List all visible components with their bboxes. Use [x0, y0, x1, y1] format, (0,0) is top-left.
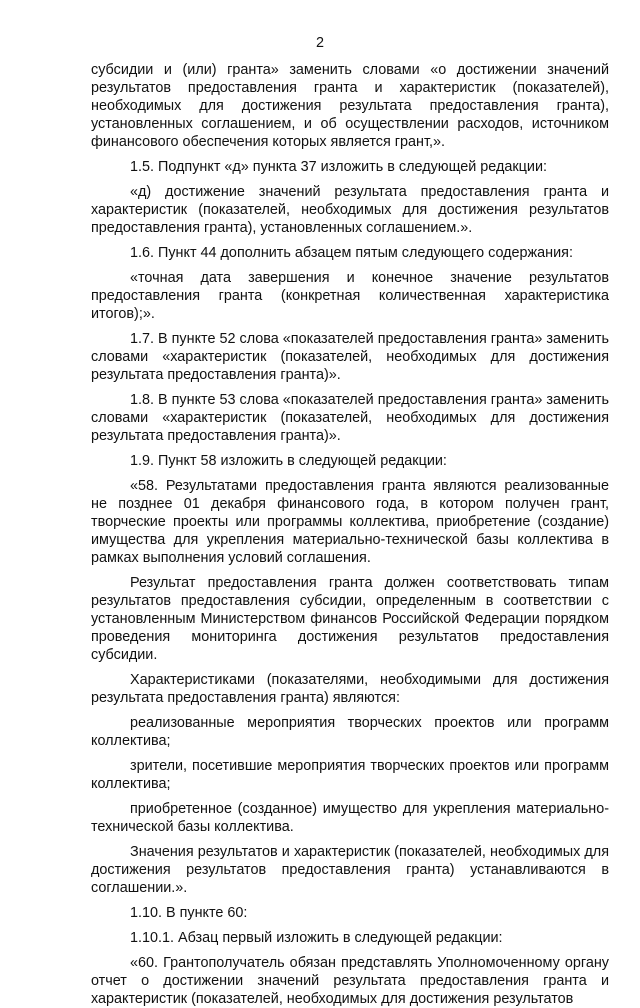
paragraph-subpoint-d: «д) достижение значений результата предоставления гранта и характеристик (показателей, необходимых для достижения результатов предоставления гранта), установленных соглашением.». — [91, 184, 609, 236]
paragraph-characteristics: Характеристиками (показателями, необходимыми для достижения результата предоставления гранта) являются: — [91, 672, 609, 706]
paragraph-1-10: 1.10. В пункте 60: — [130, 905, 248, 921]
paragraph-result-types: Результат предоставления гранта должен соответствовать типам результатов предоставления субсидии, определенным в соответствии с установленным Министерством финансов Российской Федерации порядком проведения мониторинга достижения результатов предоставления субсидии. — [91, 575, 609, 663]
paragraph-1-9: 1.9. Пункт 58 изложить в следующей редакции: — [130, 453, 447, 469]
paragraph-58: «58. Результатами предоставления гранта являются реализованные не позднее 01 декабря финансового года, в котором получен грант, творческие проекты или программы коллектива, приобретение (создание) имущества для укрепления материально-технической базы коллектива в рамках выполнения условий соглашения. — [91, 478, 609, 566]
paragraph-continuation: субсидии и (или) гранта» заменить словами «о достижении значений результатов предоставления гранта и характеристик (показателей), необходимых для достижения результата предоставления гранта), установленных соглашением, и об осуществлении расходов, источником финансового обеспечения которых является грант,». — [91, 62, 609, 150]
document-body — [91, 61, 609, 1008]
paragraph-1-8: 1.8. В пункте 53 слова «показателей предоставления гранта» заменить словами «характеристик (показателей, необходимых для достижения результата предоставления гранта)». — [91, 392, 609, 444]
paragraph-1-7: 1.7. В пункте 52 слова «показателей предоставления гранта» заменить словами «характеристик (показателей, необходимых для достижения результата предоставления гранта)». — [91, 331, 609, 383]
paragraph-implemented-events: реализованные мероприятия творческих проектов или программ коллектива; — [91, 715, 609, 749]
paragraph-values-in-agreement: Значения результатов и характеристик (показателей, необходимых для достижения результатов предоставления гранта) устанавливаются в соглашении.». — [91, 844, 609, 896]
paragraph-60: «60. Грантополучатель обязан представлять Уполномоченному органу отчет о достижении значений результата предоставления гранта и характеристик (показателей, необходимых для достижения результатов — [91, 955, 609, 1007]
paragraph-acquired-property: приобретенное (созданное) имущество для укрепления материально-технической базы коллектива. — [91, 801, 609, 835]
paragraph-1-5: 1.5. Подпункт «д» пункта 37 изложить в следующей редакции: — [130, 159, 547, 175]
paragraph-spectators: зрители, посетившие мероприятия творческих проектов или программ коллектива; — [91, 758, 609, 792]
paragraph-1-10-1: 1.10.1. Абзац первый изложить в следующей редакции: — [130, 930, 503, 946]
paragraph-exact-date: «точная дата завершения и конечное значение результатов предоставления гранта (конкретная количественная характеристика итогов);». — [91, 270, 609, 322]
page-number: 2 — [315, 35, 324, 51]
paragraph-1-6: 1.6. Пункт 44 дополнить абзацем пятым следующего содержания: — [130, 245, 573, 261]
